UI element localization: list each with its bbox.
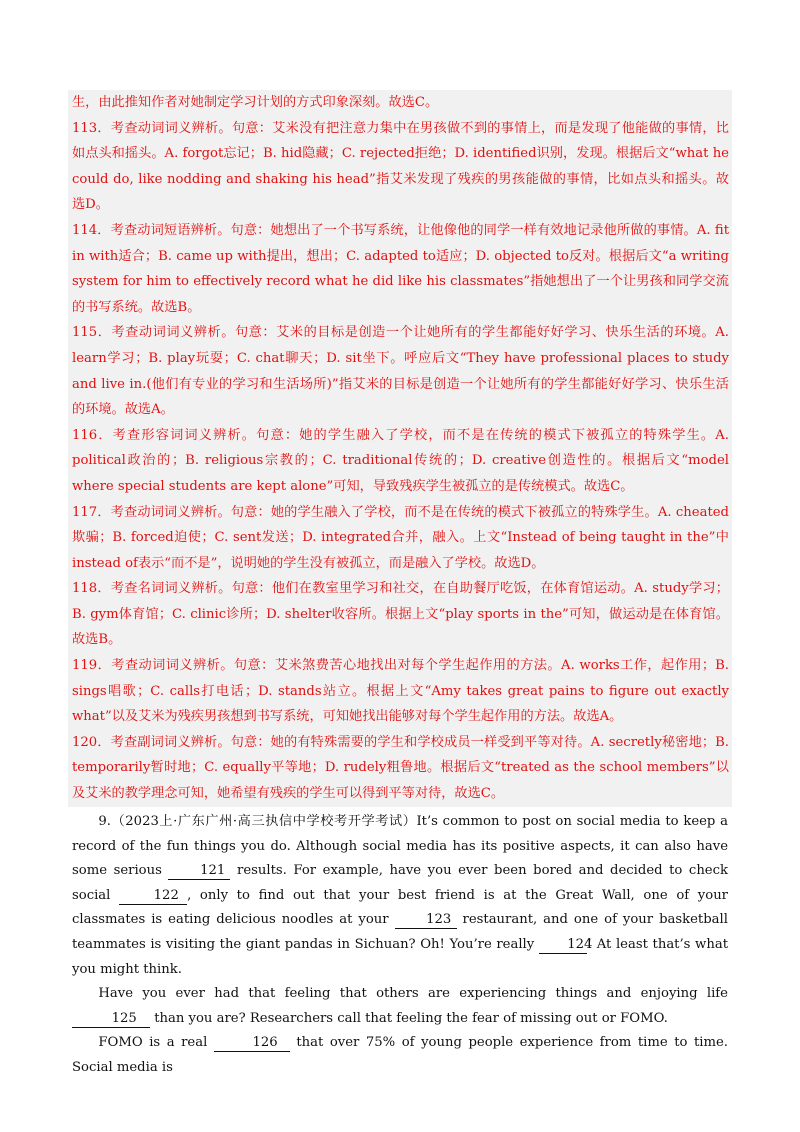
- answer-paragraph: 113．考查动词词义辨析。句意：艾米没有把注意力集中在男孩做不到的事情上，而是发现了他能做的事情，比如点头和摇头。A. forgot忘记；B. hid隐藏；C. rejected拒绝；D. identified识别，发现。根据后文“what he could do, like nodding and shaking his head”指艾米发现了残疾的男孩能做的事情，比如点头和摇头。故选D。: [72, 120, 729, 213]
- blank-126: 126: [214, 1035, 290, 1052]
- answer-paragraph: 114．考查动词短语辨析。句意：她想出了一个书写系统，让他像他的同学一样有效地记录他所做的事情。A. fit in with适合；B. came up with提出，想出；C. adapted to适应；D. objected to反对。根据后文“a writing system for him to effectively record what he did like his classmates”指她想出了一个让男孩和同学交流的书写系统。故选B。: [72, 222, 729, 315]
- blank-123: 123: [395, 912, 457, 929]
- passage-text: ! At least that’s what you might think.: [72, 936, 728, 977]
- passage-text: than you are? Researchers call that feeling the fear of missing out or FOMO.: [150, 1010, 668, 1026]
- passage-text: results. For example, have you ever been bored and decided to check social: [72, 863, 728, 903]
- passage-text: that over 75% of young people experience from time to time. Social media is: [72, 1035, 728, 1075]
- answer-paragraph: 119．考查动词词义辨析。句意：艾米煞费苦心地找出对每个学生起作用的方法。A. works工作，起作用；B. sings唱歌；C. calls打电话；D. stands站立。根据上文“Amy takes great pains to figure out exactly what”以及艾米为残疾男孩想到书写系统，可知她找出能够对每个学生起作用的方法。故选A。: [72, 658, 729, 725]
- answer-paragraph: 117．考查动词词义辨析。句意：她的学生融入了学校，而不是在传统的模式下被孤立的特殊学生。A. cheated欺骗；B. forced迫使；C. sent发送；D. integrated合并，融入。上文“Instead of being taught in the”中instead of表示“而不是”，说明她的学生没有被孤立，而是融入了学校。故选D。: [72, 504, 729, 571]
- passage-text: restaurant, and one of your basketball teammates is visiting the giant pandas in Sichuan? Oh! You’re really: [72, 912, 728, 952]
- passage-paragraph-1: [72, 810, 728, 982]
- answer-paragraph: 116．考查形容词词义辨析。句意：她的学生融入了学校，而不是在传统的模式下被孤立的特殊学生。A. political政治的；B. religious宗教的；C. traditional传统的；D. creative创造性的。根据后文“model where special students are kept alone”可知，导致残疾学生被孤立的是传统模式。故选C。: [72, 427, 729, 494]
- answer-paragraph: 120．考查副词词义辨析。句意：她的有特殊需要的学生和学校成员一样受到平等对待。A. secretly秘密地；B. temporarily暂时地；C. equally平等地；D. rudely粗鲁地。根据后文“treated as the school members”以及艾米的教学理念可知，她希望有残疾的学生可以得到平等对待，故选C。: [72, 734, 729, 802]
- answer-explanations: [68, 90, 732, 807]
- passage-text: , only to find out that your best friend is at the Great Wall, one of your classmates is eating delicious noodles at your: [72, 887, 728, 928]
- blank-121: 121: [168, 863, 230, 880]
- blank-122: 122: [119, 888, 187, 905]
- answer-paragraph: 118．考查名词词义辨析。句意：他们在教室里学习和社交，在自助餐厅吃饭，在体育馆运动。A. study学习；B. gym体育馆；C. clinic诊所；D. shelter收容所。根据上文“play sports in the”可知，做运动是在体育馆。故选B。: [72, 581, 729, 648]
- passage-paragraph-2: [72, 982, 728, 1031]
- cloze-passage: [72, 810, 728, 1081]
- passage-text: 9.（2023上·广东广州·高三执信中学校考开学考试）It’s common to post on social media to keep a record of the fun things you do. Although social media has its positive aspects, it can also have some serious: [72, 814, 728, 879]
- blank-125: 125: [72, 1011, 150, 1028]
- passage-text: FOMO is a real: [98, 1035, 214, 1051]
- answer-paragraph: 生，由此推知作者对她制定学习计划的方式印象深刻。故选C。: [72, 95, 439, 110]
- passage-paragraph-3: [72, 1031, 728, 1080]
- blank-124: 124: [539, 937, 587, 954]
- passage-text: Have you ever had that feeling that others are experiencing things and enjoying life: [98, 986, 728, 1002]
- answer-paragraph: 115．考查动词词义辨析。句意：艾米的目标是创造一个让她所有的学生都能好好学习、快乐生活的环境。A. learn学习；B. play玩耍；C. chat聊天；D. sit坐下。呼应后文“They have professional places to study and live in.(他们有专业的学习和生活场所)”指艾米的目标是创造一个让她所有的学生都能好好学习、快乐生活的环境。故选A。: [72, 325, 729, 418]
